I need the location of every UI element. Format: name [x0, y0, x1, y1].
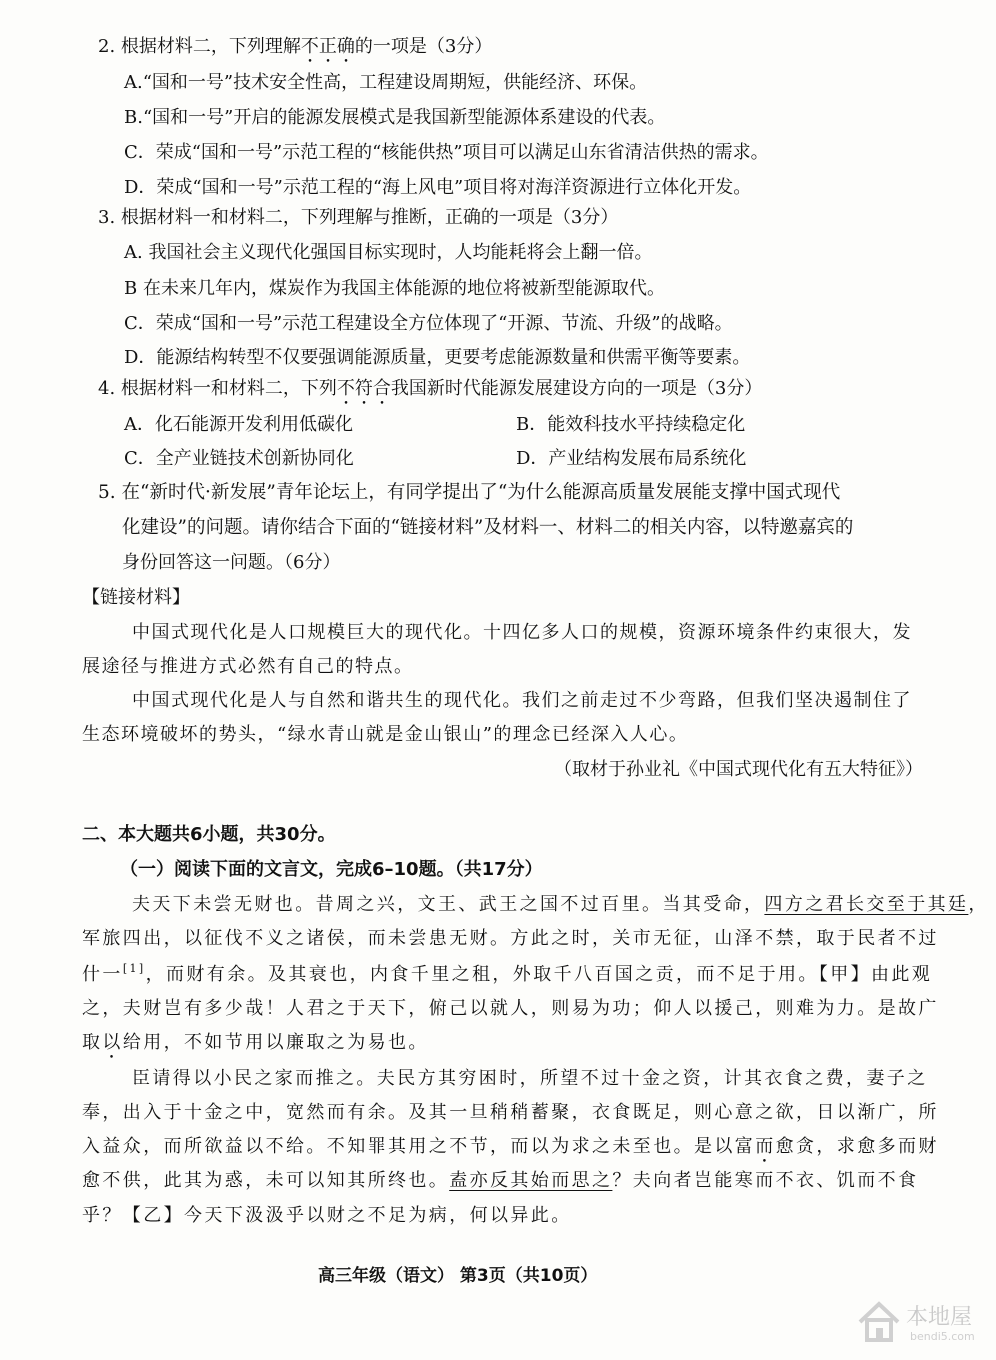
emphasized-text: 不符合	[336, 378, 391, 399]
q2-option-a: A.“国和一号”技术安全性高，工程建设周期短，供能经济、环保。	[124, 72, 648, 93]
q2-stem	[98, 34, 492, 67]
classical-p2-line-4	[82, 1168, 918, 1194]
classical-p2-line-2: 奉，出入于十金之中，宽然而有余。及其一旦稍稍蓄聚，衣食既足，则心意之欲，日以渐广，所	[82, 1102, 939, 1123]
classical-p2-line-1: 臣请得以小民之家而推之。夫民方其穷困时，所望不过十金之资，计其衣食之费，妻子之	[132, 1068, 928, 1089]
text-run: ？夫向者岂能寒而不衣、饥而不食	[612, 1170, 919, 1191]
text-run: 给用，不如节用以廉取之为易也。	[122, 1032, 429, 1053]
link-material-heading: 【链接材料】	[82, 587, 190, 608]
q4-stem	[98, 376, 762, 409]
emphasized-text: 以	[102, 1032, 123, 1053]
emphasized-text: 而	[755, 1136, 776, 1157]
classical-p1-line-4: 之，夫财岂有多少哉！人君之于天下，俯己以就人，则易为功；仰人以援己，则难为力。是故广	[82, 998, 939, 1019]
q4-option-b: B．能效科技水平持续稳定化	[516, 414, 746, 435]
emphasized-text: 不正确	[300, 36, 355, 57]
link-source: （取材于孙业礼《中国式现代化有五大特征》）	[554, 759, 923, 780]
q4-option-c: C．全产业链技术创新协同化	[124, 448, 354, 469]
classical-p2-line-5: 乎？【乙】今天下汲汲乎以财之不足为病，何以异此。	[82, 1205, 572, 1226]
page-footer: 高三年级（语文） 第3页（共10页）	[318, 1266, 598, 1286]
classical-p1-line-5	[82, 1030, 429, 1063]
text-run: 取	[82, 1032, 103, 1053]
q2-option-d: D．荣成“国和一号”示范工程的“海上风电”项目将对海洋资源进行立体化开发。	[124, 177, 752, 198]
q4-option-d: D．产业结构发展布局系统化	[516, 448, 747, 469]
q2-option-c: C．荣成“国和一号”示范工程的“核能供热”项目可以满足山东省清洁供热的需求。	[124, 142, 769, 163]
text-run: ，而财有余。及其衰也，内食千里之租，外取千八百国之贡，而不足于用。【甲】由此观	[145, 964, 933, 985]
house-icon	[856, 1298, 902, 1344]
link-p2-line-1: 中国式现代化是人与自然和谐共生的现代化。我们之前走过不少弯路，但我们坚决遏制住了	[132, 690, 912, 711]
text-run: 愈贪，求愈多而财	[775, 1136, 939, 1157]
classical-p1-line-3	[82, 962, 932, 988]
q3-option-a: A. 我国社会主义现代化强国目标实现时，人均能耗将会上翻一倍。	[124, 242, 653, 263]
q5-line-1: 5. 在“新时代·新发展”青年论坛上，有同学提出了“为什么能源高质量发展能支撑中国式现代	[98, 482, 841, 503]
q3-option-c: C．荣成“国和一号”示范工程建设全方位体现了“开源、节流、升级”的战略。	[124, 313, 733, 334]
q2-option-b: B.“国和一号”开启的能源发展模式是我国新型能源体系建设的代表。	[124, 107, 666, 128]
section-2-subtitle: （一）阅读下面的文言文，完成6–10题。（共17分）	[120, 859, 543, 880]
classical-p1-line-2: 军旅四出，以征伐不义之诸侯，而未尝患无财。方此之时，关市无征，山泽不禁，取于民者不过	[82, 928, 939, 949]
footnote-marker: [1]	[122, 962, 146, 975]
text-run: 2. 根据材料二，下列理解	[98, 36, 301, 57]
watermark-brand: 本地屋	[906, 1305, 973, 1330]
q5-line-3: 身份回答这一问题。（6分）	[122, 552, 341, 573]
link-p1-line-2: 展途径与推进方式必然有自己的特点。	[82, 656, 414, 677]
text-run: ，	[968, 894, 989, 915]
classical-p2-line-3	[82, 1134, 939, 1167]
watermark-logo	[852, 1294, 982, 1352]
q4-option-a: A．化石能源开发利用低碳化	[124, 414, 353, 435]
section-2-title: 二、本大题共6小题，共30分。	[82, 824, 336, 845]
link-p2-line-2: 生态环境破坏的势头，“绿水青山就是金山银山”的理念已经深入人心。	[82, 724, 689, 745]
text-run: 4. 根据材料一和材料二，下列	[98, 378, 337, 399]
text-run: 夫天下未尝无财也。昔周之兴，文王、武王之国不过百里。当其受命，	[132, 894, 765, 915]
q3-option-b: B 在未来几年内，煤炭作为我国主体能源的地位将被新型能源取代。	[124, 278, 665, 299]
text-run: 的一项是（3分）	[354, 36, 493, 57]
text-run: 什一	[82, 964, 123, 985]
text-run: 我国新时代能源发展建设方向的一项是（3分）	[390, 378, 763, 399]
q3-option-d: D．能源结构转型不仅要强调能源质量，更要考虑能源数量和供需平衡等要素。	[124, 347, 751, 368]
underlined-text: 盍亦反其始而思之	[449, 1170, 613, 1191]
underlined-text: 四方之君长交至于其廷	[764, 894, 969, 915]
classical-p1-line-1	[132, 892, 989, 918]
watermark-url: bendi5.com	[910, 1330, 975, 1343]
q5-line-2: 化建设”的问题。请你结合下面的“链接材料”及材料一、材料二的相关内容，以特邀嘉宾的	[122, 517, 854, 538]
text-run: 愈不供，此其为惑，未可以知其所终也。	[82, 1170, 450, 1191]
text-run: 入益众，而所欲益以不给。不知罪其用之不节，而以为求之未至也。是以富	[82, 1136, 756, 1157]
link-p1-line-1: 中国式现代化是人口规模巨大的现代化。十四亿多人口的规模，资源环境条件约束很大，发	[132, 622, 912, 643]
q3-stem: 3. 根据材料一和材料二，下列理解与推断，正确的一项是（3分）	[98, 207, 619, 228]
